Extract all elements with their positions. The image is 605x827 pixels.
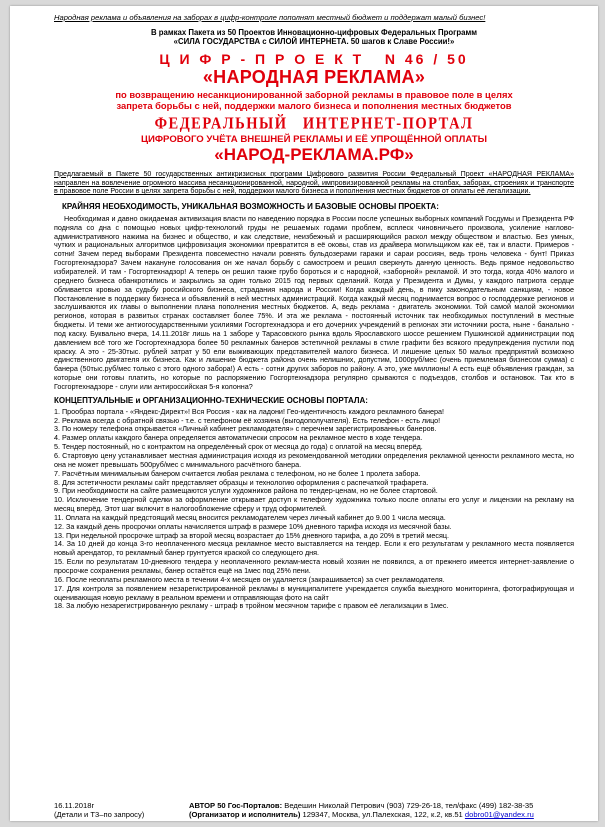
intro-paragraph: Предлагаемый в Пакете 50 государственных антикризисных программ Цифрового развития России Федеральный Проект «НАРОДНАЯ РЕКЛАМА» направлен на вовлечение огромного массива несанкционированной, народной, импровизированной рекламы на столбах, заборах, строениях и транспорте в правовое поле России в целях запрета борьбы с ней, поддержки малого бизнеса и пополнения местных бюджетов от оплаты её легализации. <box>54 169 574 196</box>
footer-details: (Детали и Т3–по запросу) <box>54 810 145 820</box>
list-item: 2. Реклама всегда с обратной связью - т.е. с телефоном её хозяина (выгодополучателя). Есть телефон - есть лицо! <box>54 415 441 425</box>
list-item: 10. Исключение тендерной сделки за оформление открывает доступ к телефону художника только после оплаты его услуг и лицензии на рекламу на месяц вперёд. Этот шаг включит в налогообложение сферу и труд оформителей. <box>54 495 574 514</box>
footer-right <box>189 801 579 820</box>
list-item: 4. Размер оплаты каждого банера определяется автоматически спросом на рекламное место в ходе тендера. <box>54 433 423 443</box>
footer-author-line <box>189 801 579 810</box>
project-description <box>54 89 574 111</box>
list-item: 1. Прообраз портала - «Яндекс-Директ»! Вся Россия - как на ладони! Гео-идентичность каждого рекламного банера! <box>54 406 444 416</box>
tagline: Народная реклама и объявления на заборах в цифр-контроле пополнят местный бюджет и поддержат малый бизнес! <box>54 13 486 22</box>
list-item: 17. Для контроля за появлением незарегистрированной рекламы в муниципалитете учреждается служба выездного мониторинга, фотографирующая и оценивающая новую рекламу в реальном времени и отправляющая фото на сайт <box>54 583 574 602</box>
document-content <box>54 13 574 820</box>
footer-date: 16.11.2018г <box>54 801 95 810</box>
footer-org-line <box>189 810 579 819</box>
document-page <box>10 6 598 821</box>
list-item: 8. Для эстетичности рекламы сайт представляет образцы и технологию оформления с распечаткой трафарета. <box>54 477 429 487</box>
list-item: 9. При необходимости на сайте размещаются услуги художников района по тендер-ценам, но не более стартовой. <box>54 486 438 496</box>
author-contact: Ведешин Николай Петрович (903) 729-26-18, тел/факс (499) 182-38-35 <box>284 801 534 810</box>
list-item: 12. За каждый день просрочки оплаты начисляется штраф в размере 10% дневного тарифа исходя из месячной базы. <box>54 521 452 531</box>
list-item: 7. Расчётным минимальным банером считается любая реклама с телефоном, но не более 1 пролета забора. <box>54 468 421 478</box>
address: 129347, Москва, ул.Палехская, 122, к.2, кв.51 <box>302 810 463 820</box>
concept-list <box>54 408 574 611</box>
email-link[interactable]: dobro01@yandex.ru <box>464 810 534 820</box>
portal-subtitle: ЦИФРОВОГО УЧЁТА ВНЕШНЕЙ РЕКЛАМЫ И ЕЁ УПРОЩЁННОЙ ОПЛАТЫ <box>140 133 488 145</box>
author-label: АВТОР 50 Гос-Порталов: <box>189 801 283 810</box>
project-name: «НАРОДНАЯ РЕКЛАМА» <box>202 66 426 87</box>
description-line-2: запрета борьбы с ней, поддержки малого бизнеса и пополнения местных бюджетов <box>116 99 512 111</box>
list-item: 6. Стартовую цену устанавливает местная администрация исходя из рекомендованной методики определения рекламной ценности рекламного места, но она не может превышать 500руб/мес с минимального расчётного банера. <box>54 451 574 469</box>
list-item: 11. Оплата на каждый предстоящий месяц вносится рекламодателем через личный кабинет до 9.00 1 числа месяца. <box>54 512 446 522</box>
organizer-label: (Организатор и исполнитель) <box>189 810 301 820</box>
list-item: 18. За любую незарегистрированную рекламу - штраф в тройном месячном тарифе с правом её легализации в 1мес. <box>54 601 449 611</box>
portal-title: ФЕДЕРАЛЬНЫЙ ИНТЕРНЕТ-ПОРТАЛ <box>154 114 474 133</box>
list-item: 16. После неоплаты рекламного места в течении 4-х месяцев он удаляется (закрашивается) за счет рекламодателя. <box>54 574 445 584</box>
intro-line-1: В рамках Пакета из 50 Проектов Инновационно-цифровых Федеральных Программ <box>150 28 478 37</box>
site-name: «НАРОД-РЕКЛАМА.РФ» <box>214 144 414 164</box>
intro-line-2: «СИЛА ГОСУДАРСТВА с СИЛОЙ ИНТЕРНЕТА. 50 шагов к Славе России!» <box>173 37 455 47</box>
heading-concept: КОНЦЕПТУАЛЬНЫЕ и ОРГАНИЗАЦИОННО-ТЕХНИЧЕСКИЕ ОСНОВЫ ПОРТАЛА: <box>54 395 368 405</box>
list-item: 5. Тендер постоянный, но с контрактом на определённый срок от месяца до года) с оплатой на месяц вперёд. <box>54 442 423 452</box>
list-item: 3. По номеру телефона открывается «Личный кабинет рекламодателя» с перечнем зарегистрированных банеров. <box>54 424 437 434</box>
list-item: 14. За 10 дней до конца 3-го неоплаченного месяца рекламное место выставляется на тендер. Если к его результатам у рекламного места появляется новый арендатор, то рекламный банер грунтуется краской со следующего дня. <box>54 539 574 558</box>
project-code: Ц И Ф Р - П Р О Е К Т N 46 / 50 <box>159 50 469 67</box>
footer-left <box>54 801 164 820</box>
list-item: 13. При недельной просрочке штраф за второй месяц возрастает до 15% дневного тарифа, а до 20% в третий месяц. <box>54 530 449 540</box>
list-item: 15. Если по результатам 10-дневного тендера у неоплаченного реклам-места новый хозяин не появился, а от прежнего имеется интернет-заявление о просрочке сохранения рекламы, банер остаётся ещё на 1мес под 25% пени. <box>54 557 574 575</box>
heading-necessity: КРАЙНЯЯ НЕОБХОДИМОСТЬ, УНИКАЛЬНАЯ ВОЗМОЖНОСТЬ И БАЗОВЫЕ ОСНОВЫ ПРОЕКТА: <box>62 201 439 211</box>
body-paragraph: Необходимая и давно ожидаемая активизация власти по наведению порядка в России после успешных выборных компаний Госдумы и Президента РФ подняла со дна с помощью новых цифр-технологий груды не решаемых годами проблем, всплеск чиновничьего произвола, усиление наглово-административного нажима на бизнес и общество, и как следствие, неизбежный и расширяющийся раскол между обществом и властью. Без умных, чутких и рациональных алгоритмов цифровизация экономики превратится в её оковы, став из драйвера могильщиком как её, так и власти. Примеров - сотни! Зачем перед выборами Президента повсеместно начали ровнять бульдозерами гаражи и сараи россиян, ведь тронь человека - бунт! Приказ Госгортехнадзора? Зачем накануне голосования он же начал борьбу с самостроем и решил сверкнуть данную ценность. Ведь прямое недовольство избирателей. И там - Госгортехнадзор! А теперь он решил также грубо бороться и с народной, «заборной» рекламой. И это тогда, когда 40% малого и среднего бизнеса обанкротились и закрылись за один только 2015 год первых сделаний. Когда у Президента и Думы, у каждого патриота сердце обливается кровью за судьбу российского бизнеса, страдания народа и России! Когда каждый день, в пику законодательным санкциям, - новое Постановление в поддержку бизнеса и объявлений в ней местных администраций. Когда каждый месяц поднимается вопрос о господдержке регионов и заслушиваются их главы о выполнении плана пополнения местных бюджетов. А, ведь реклама - двигатель экономики. Той самой малой экономики регионов, которая в развитых странах составляет более 75%. И эта же реклама - постоянный источник так необходимых поступлений в местные бюджеты. И теми же антиогосударственными усилиями Госгортехнадзора и его дочерних учреждений в регионах эти источники роста, ныне - банально - под каску. Буквально вчера, 14.11.2018г лишь на 1 заборе у Тарасовского рынка вдоль Ярославского шоссе решением Пушкинской администрации под давлением всё того же Госгортехнадзора более 50 рекламных банеров эстетичной рекламы в стиле графити без всякого предупреждения пустили под краску. А это - 25-30тыс. рублей затрат у 50 ели выживающих представителей малого бизнеса. И лишение целых 50 малых предприятий возможно единственного двигателя их бизнеса. Как и лишение бюджета района очень нелишних, допустим, 1000руб/мес (очень приемлемая бизнесом сумма) с банера (50тыс.руб/мес только с этого одного забора!) А есть - сотни других заборов по району. А это, уже миллионы! А есть ещё объявления граждан, за которые они готовы платить, но которые по распоряжению Госгортехнадзора регулярно срываются с подъездов, столбов и остановок. Так кто в Госгортехнадзоре - слуги или антироссийская 5-я колонна? <box>54 213 574 391</box>
intro <box>54 28 574 47</box>
description-line-1: по возвращению несанкционированной заборной рекламы в правовое поле в целях <box>115 88 513 100</box>
